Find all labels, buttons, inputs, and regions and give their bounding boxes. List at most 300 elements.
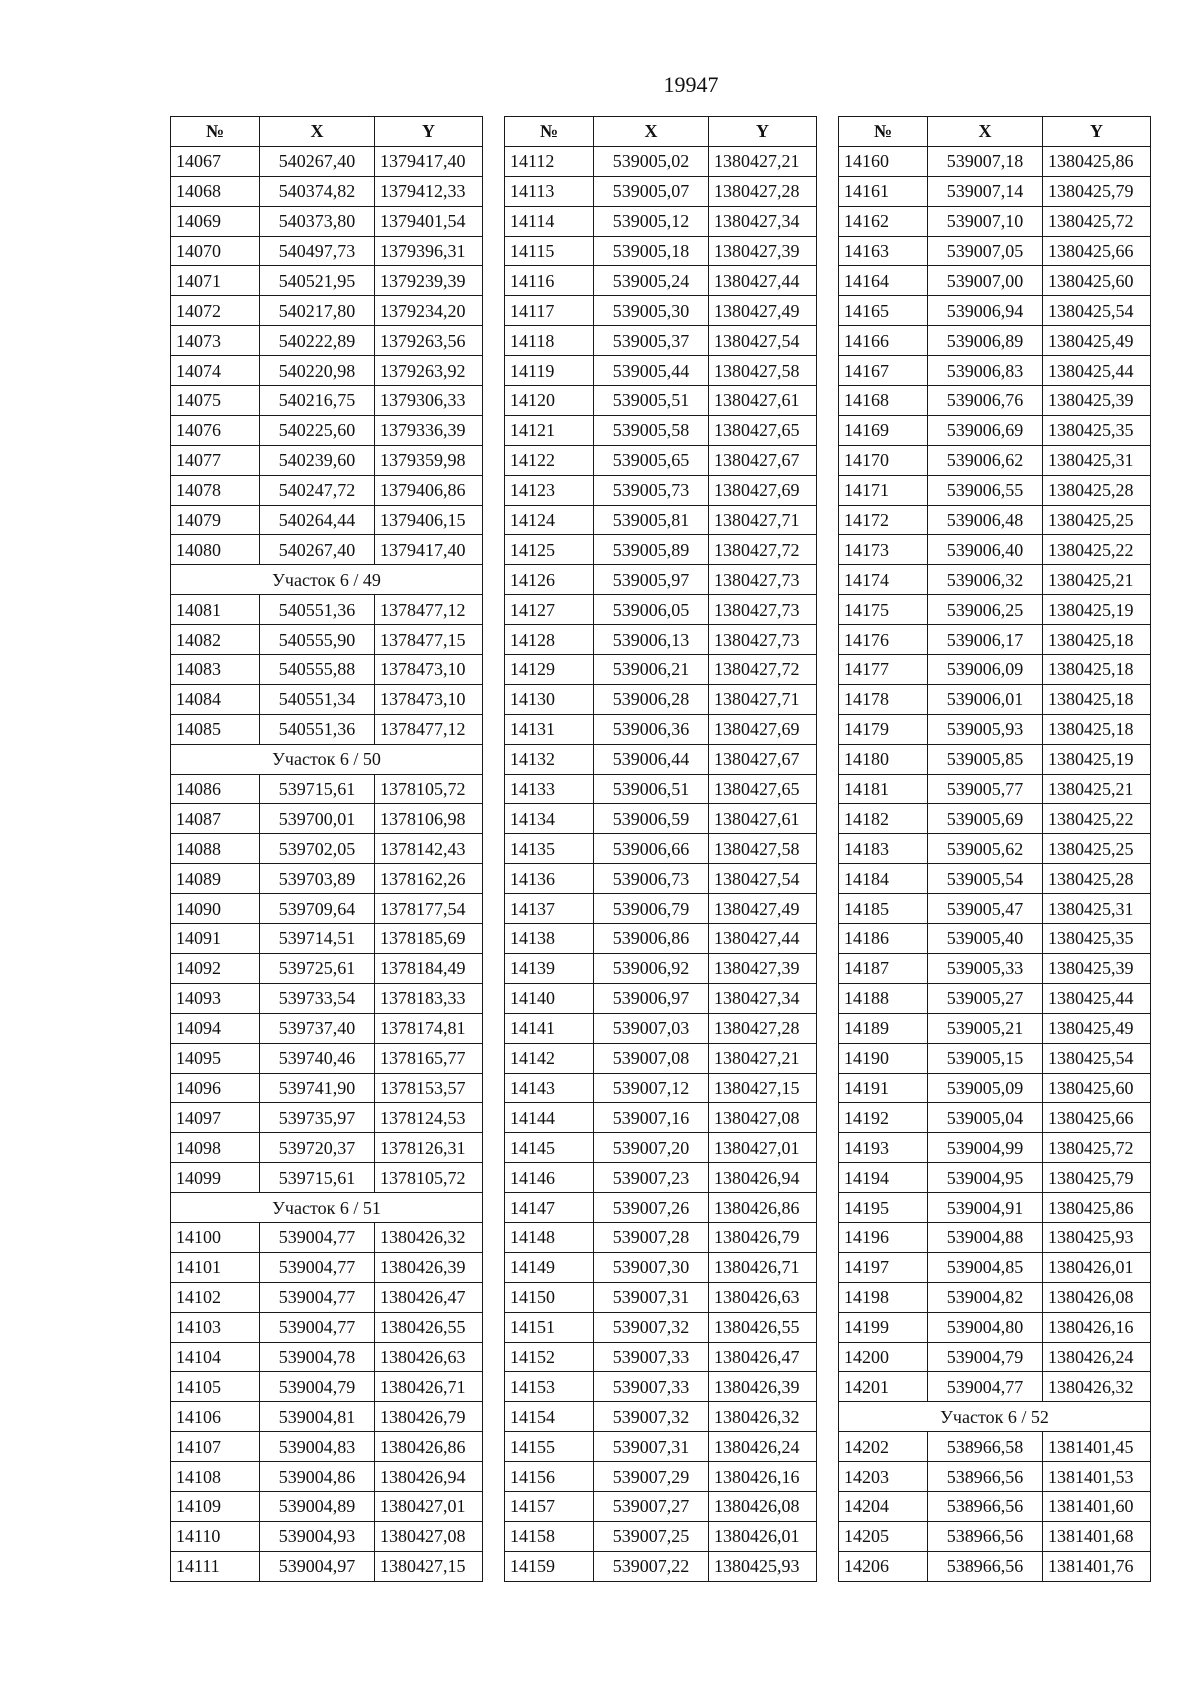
point-number-cell: 14119 <box>505 356 594 386</box>
x-coordinate-cell: 540264,44 <box>260 505 375 535</box>
table-row <box>171 1103 483 1133</box>
x-coordinate-cell: 539006,25 <box>928 595 1043 625</box>
y-coordinate-cell: 1380427,08 <box>375 1521 483 1551</box>
table-row <box>505 176 817 206</box>
point-number-cell: 14150 <box>505 1282 594 1312</box>
y-coordinate-cell: 1381401,76 <box>1043 1551 1151 1581</box>
table-row <box>505 475 817 505</box>
point-number-cell: 14161 <box>839 176 928 206</box>
y-coordinate-cell: 1380427,21 <box>709 146 817 176</box>
x-coordinate-cell: 540374,82 <box>260 176 375 206</box>
header-x: X <box>594 117 709 147</box>
x-coordinate-cell: 539004,79 <box>928 1342 1043 1372</box>
y-coordinate-cell: 1380427,71 <box>709 684 817 714</box>
point-number-cell: 14164 <box>839 266 928 296</box>
point-number-cell: 14154 <box>505 1402 594 1432</box>
point-number-cell: 14149 <box>505 1252 594 1282</box>
y-coordinate-cell: 1379239,39 <box>375 266 483 296</box>
y-coordinate-cell: 1380425,39 <box>1043 953 1151 983</box>
x-coordinate-cell: 539006,94 <box>928 296 1043 326</box>
table-row <box>505 1432 817 1462</box>
x-coordinate-cell: 539007,22 <box>594 1551 709 1581</box>
table-row <box>505 1103 817 1133</box>
x-coordinate-cell: 539004,99 <box>928 1133 1043 1163</box>
y-coordinate-cell: 1380427,67 <box>709 445 817 475</box>
y-coordinate-cell: 1379412,33 <box>375 176 483 206</box>
table-row <box>839 386 1151 416</box>
coordinates-table-3 <box>838 116 1151 1582</box>
x-coordinate-cell: 539004,81 <box>260 1402 375 1432</box>
x-coordinate-cell: 539007,16 <box>594 1103 709 1133</box>
x-coordinate-cell: 539006,28 <box>594 684 709 714</box>
table-row <box>171 625 483 655</box>
x-coordinate-cell: 539006,09 <box>928 655 1043 685</box>
y-coordinate-cell: 1381401,45 <box>1043 1432 1151 1462</box>
point-number-cell: 14093 <box>171 983 260 1013</box>
y-coordinate-cell: 1380427,54 <box>709 326 817 356</box>
table-row <box>839 744 1151 774</box>
table-row <box>839 1043 1151 1073</box>
table-row <box>505 1551 817 1581</box>
x-coordinate-cell: 540216,75 <box>260 386 375 416</box>
x-coordinate-cell: 538966,58 <box>928 1432 1043 1462</box>
x-coordinate-cell: 538966,56 <box>928 1551 1043 1581</box>
x-coordinate-cell: 539007,14 <box>928 176 1043 206</box>
y-coordinate-cell: 1380426,86 <box>375 1432 483 1462</box>
x-coordinate-cell: 539007,23 <box>594 1163 709 1193</box>
x-coordinate-cell: 539006,62 <box>928 445 1043 475</box>
table-row <box>171 296 483 326</box>
y-coordinate-cell: 1380425,54 <box>1043 1043 1151 1073</box>
x-coordinate-cell: 540373,80 <box>260 206 375 236</box>
x-coordinate-cell: 540551,36 <box>260 714 375 744</box>
table-row <box>171 505 483 535</box>
point-number-cell: 14098 <box>171 1133 260 1163</box>
point-number-cell: 14090 <box>171 894 260 924</box>
point-number-cell: 14114 <box>505 206 594 236</box>
point-number-cell: 14204 <box>839 1491 928 1521</box>
x-coordinate-cell: 539007,32 <box>594 1402 709 1432</box>
table-row <box>839 356 1151 386</box>
table-row <box>839 326 1151 356</box>
x-coordinate-cell: 539004,89 <box>260 1491 375 1521</box>
y-coordinate-cell: 1380425,72 <box>1043 1133 1151 1163</box>
x-coordinate-cell: 539005,21 <box>928 1013 1043 1043</box>
point-number-cell: 14186 <box>839 924 928 954</box>
table-row <box>505 1013 817 1043</box>
point-number-cell: 14169 <box>839 415 928 445</box>
point-number-cell: 14151 <box>505 1312 594 1342</box>
table-row <box>171 266 483 296</box>
coordinates-table-1 <box>170 116 483 1582</box>
point-number-cell: 14080 <box>171 535 260 565</box>
table-row <box>505 236 817 266</box>
point-number-cell: 14109 <box>171 1491 260 1521</box>
y-coordinate-cell: 1380425,18 <box>1043 625 1151 655</box>
y-coordinate-cell: 1380426,32 <box>709 1402 817 1432</box>
table-row <box>839 1133 1151 1163</box>
y-coordinate-cell: 1378184,49 <box>375 953 483 983</box>
point-number-cell: 14068 <box>171 176 260 206</box>
y-coordinate-cell: 1380425,49 <box>1043 326 1151 356</box>
table-row <box>505 1372 817 1402</box>
y-coordinate-cell: 1380426,71 <box>375 1372 483 1402</box>
x-coordinate-cell: 538966,56 <box>928 1491 1043 1521</box>
x-coordinate-cell: 539005,47 <box>928 894 1043 924</box>
table-row <box>171 386 483 416</box>
x-coordinate-cell: 539007,30 <box>594 1252 709 1282</box>
table-row <box>171 146 483 176</box>
point-number-cell: 14193 <box>839 1133 928 1163</box>
y-coordinate-cell: 1380425,66 <box>1043 236 1151 266</box>
point-number-cell: 14155 <box>505 1432 594 1462</box>
point-number-cell: 14176 <box>839 625 928 655</box>
table-row <box>505 535 817 565</box>
point-number-cell: 14125 <box>505 535 594 565</box>
x-coordinate-cell: 539006,79 <box>594 894 709 924</box>
point-number-cell: 14167 <box>839 356 928 386</box>
table-row <box>171 1163 483 1193</box>
point-number-cell: 14116 <box>505 266 594 296</box>
point-number-cell: 14135 <box>505 834 594 864</box>
table-row <box>171 655 483 685</box>
point-number-cell: 14190 <box>839 1043 928 1073</box>
table-row <box>505 565 817 595</box>
section-title: Участок 6 / 52 <box>839 1402 1151 1432</box>
table-row <box>171 983 483 1013</box>
point-number-cell: 14123 <box>505 475 594 505</box>
x-coordinate-cell: 539715,61 <box>260 774 375 804</box>
point-number-cell: 14132 <box>505 744 594 774</box>
x-coordinate-cell: 539004,93 <box>260 1521 375 1551</box>
y-coordinate-cell: 1380426,08 <box>709 1491 817 1521</box>
point-number-cell: 14076 <box>171 415 260 445</box>
x-coordinate-cell: 539740,46 <box>260 1043 375 1073</box>
table-row <box>505 595 817 625</box>
point-number-cell: 14160 <box>839 146 928 176</box>
x-coordinate-cell: 539006,13 <box>594 625 709 655</box>
table-row <box>171 176 483 206</box>
point-number-cell: 14170 <box>839 445 928 475</box>
table-row <box>839 206 1151 236</box>
point-number-cell: 14139 <box>505 953 594 983</box>
table-row <box>171 206 483 236</box>
point-number-cell: 14199 <box>839 1312 928 1342</box>
y-coordinate-cell: 1380425,19 <box>1043 595 1151 625</box>
point-number-cell: 14096 <box>171 1073 260 1103</box>
y-coordinate-cell: 1379234,20 <box>375 296 483 326</box>
point-number-cell: 14129 <box>505 655 594 685</box>
table-row <box>171 1402 483 1432</box>
table-row <box>505 774 817 804</box>
y-coordinate-cell: 1380427,61 <box>709 386 817 416</box>
y-coordinate-cell: 1380426,24 <box>1043 1342 1151 1372</box>
table-row <box>839 924 1151 954</box>
x-coordinate-cell: 539725,61 <box>260 953 375 983</box>
x-coordinate-cell: 539006,76 <box>928 386 1043 416</box>
y-coordinate-cell: 1380427,39 <box>709 236 817 266</box>
y-coordinate-cell: 1379336,39 <box>375 415 483 445</box>
x-coordinate-cell: 539004,77 <box>260 1222 375 1252</box>
x-coordinate-cell: 539004,83 <box>260 1432 375 1462</box>
section-title: Участок 6 / 49 <box>171 565 483 595</box>
y-coordinate-cell: 1379417,40 <box>375 146 483 176</box>
table-row <box>505 1282 817 1312</box>
table-row <box>839 296 1151 326</box>
x-coordinate-cell: 539004,78 <box>260 1342 375 1372</box>
x-coordinate-cell: 539007,29 <box>594 1462 709 1492</box>
y-coordinate-cell: 1380427,49 <box>709 894 817 924</box>
y-coordinate-cell: 1380425,28 <box>1043 475 1151 505</box>
section-title: Участок 6 / 51 <box>171 1193 483 1223</box>
y-coordinate-cell: 1380427,58 <box>709 834 817 864</box>
x-coordinate-cell: 540247,72 <box>260 475 375 505</box>
y-coordinate-cell: 1380425,18 <box>1043 655 1151 685</box>
table-row <box>505 744 817 774</box>
table-row <box>171 595 483 625</box>
table-row <box>839 445 1151 475</box>
y-coordinate-cell: 1379401,54 <box>375 206 483 236</box>
y-coordinate-cell: 1378477,12 <box>375 595 483 625</box>
y-coordinate-cell: 1380426,63 <box>375 1342 483 1372</box>
table-row <box>505 1252 817 1282</box>
x-coordinate-cell: 539006,51 <box>594 774 709 804</box>
coordinates-table-2 <box>504 116 817 1582</box>
table-row <box>505 1073 817 1103</box>
table-row <box>505 1312 817 1342</box>
x-coordinate-cell: 539005,04 <box>928 1103 1043 1133</box>
table-row <box>171 804 483 834</box>
x-coordinate-cell: 539007,33 <box>594 1342 709 1372</box>
point-number-cell: 14142 <box>505 1043 594 1073</box>
x-coordinate-cell: 539006,66 <box>594 834 709 864</box>
y-coordinate-cell: 1380426,71 <box>709 1252 817 1282</box>
header-x: X <box>260 117 375 147</box>
point-number-cell: 14072 <box>171 296 260 326</box>
y-coordinate-cell: 1378174,81 <box>375 1013 483 1043</box>
x-coordinate-cell: 539720,37 <box>260 1133 375 1163</box>
table-row <box>171 1342 483 1372</box>
x-coordinate-cell: 539007,18 <box>928 146 1043 176</box>
x-coordinate-cell: 539004,88 <box>928 1222 1043 1252</box>
x-coordinate-cell: 539700,01 <box>260 804 375 834</box>
x-coordinate-cell: 539007,27 <box>594 1491 709 1521</box>
point-number-cell: 14087 <box>171 804 260 834</box>
point-number-cell: 14126 <box>505 565 594 595</box>
table-row <box>839 1462 1151 1492</box>
point-number-cell: 14121 <box>505 415 594 445</box>
x-coordinate-cell: 539733,54 <box>260 983 375 1013</box>
x-coordinate-cell: 539005,02 <box>594 146 709 176</box>
x-coordinate-cell: 539006,55 <box>928 475 1043 505</box>
x-coordinate-cell: 540521,95 <box>260 266 375 296</box>
x-coordinate-cell: 539005,15 <box>928 1043 1043 1073</box>
x-coordinate-cell: 539715,61 <box>260 1163 375 1193</box>
table-row <box>171 356 483 386</box>
x-coordinate-cell: 539004,86 <box>260 1462 375 1492</box>
y-coordinate-cell: 1380425,93 <box>1043 1222 1151 1252</box>
table-row <box>839 1073 1151 1103</box>
section-row <box>839 1402 1151 1432</box>
table-row <box>839 953 1151 983</box>
x-coordinate-cell: 539005,69 <box>928 804 1043 834</box>
point-number-cell: 14191 <box>839 1073 928 1103</box>
y-coordinate-cell: 1380427,21 <box>709 1043 817 1073</box>
x-coordinate-cell: 539709,64 <box>260 894 375 924</box>
x-coordinate-cell: 539703,89 <box>260 864 375 894</box>
x-coordinate-cell: 539004,80 <box>928 1312 1043 1342</box>
y-coordinate-cell: 1380425,66 <box>1043 1103 1151 1133</box>
table-row <box>171 1282 483 1312</box>
y-coordinate-cell: 1380427,44 <box>709 924 817 954</box>
point-number-cell: 14127 <box>505 595 594 625</box>
x-coordinate-cell: 539004,77 <box>260 1282 375 1312</box>
table-row <box>505 1491 817 1521</box>
y-coordinate-cell: 1380425,72 <box>1043 206 1151 236</box>
table-row <box>171 1551 483 1581</box>
table-row <box>505 1163 817 1193</box>
x-coordinate-cell: 538966,56 <box>928 1462 1043 1492</box>
point-number-cell: 14148 <box>505 1222 594 1252</box>
x-coordinate-cell: 539005,09 <box>928 1073 1043 1103</box>
table-row <box>505 864 817 894</box>
y-coordinate-cell: 1380427,01 <box>709 1133 817 1163</box>
table-row <box>505 804 817 834</box>
y-coordinate-cell: 1380426,47 <box>375 1282 483 1312</box>
x-coordinate-cell: 539006,01 <box>928 684 1043 714</box>
y-coordinate-cell: 1380425,39 <box>1043 386 1151 416</box>
y-coordinate-cell: 1378165,77 <box>375 1043 483 1073</box>
point-number-cell: 14074 <box>171 356 260 386</box>
y-coordinate-cell: 1379306,33 <box>375 386 483 416</box>
y-coordinate-cell: 1378142,43 <box>375 834 483 864</box>
table-row <box>171 475 483 505</box>
y-coordinate-cell: 1380426,86 <box>709 1193 817 1223</box>
x-coordinate-cell: 539004,91 <box>928 1193 1043 1223</box>
table-row <box>171 1462 483 1492</box>
point-number-cell: 14153 <box>505 1372 594 1402</box>
point-number-cell: 14088 <box>171 834 260 864</box>
table-row <box>839 1282 1151 1312</box>
table-row <box>505 625 817 655</box>
table-row <box>839 505 1151 535</box>
x-coordinate-cell: 539006,83 <box>928 356 1043 386</box>
y-coordinate-cell: 1380427,54 <box>709 864 817 894</box>
table-header-row <box>171 117 483 147</box>
x-coordinate-cell: 539004,97 <box>260 1551 375 1581</box>
table-row <box>505 983 817 1013</box>
point-number-cell: 14117 <box>505 296 594 326</box>
y-coordinate-cell: 1380425,25 <box>1043 834 1151 864</box>
point-number-cell: 14067 <box>171 146 260 176</box>
y-coordinate-cell: 1380427,01 <box>375 1491 483 1521</box>
point-number-cell: 14194 <box>839 1163 928 1193</box>
table-row <box>839 655 1151 685</box>
table-row <box>171 1372 483 1402</box>
y-coordinate-cell: 1380427,73 <box>709 565 817 595</box>
table-row <box>505 206 817 236</box>
point-number-cell: 14115 <box>505 236 594 266</box>
y-coordinate-cell: 1380426,94 <box>375 1462 483 1492</box>
x-coordinate-cell: 539006,59 <box>594 804 709 834</box>
point-number-cell: 14113 <box>505 176 594 206</box>
y-coordinate-cell: 1378105,72 <box>375 1163 483 1193</box>
y-coordinate-cell: 1380425,31 <box>1043 445 1151 475</box>
table-row <box>171 1073 483 1103</box>
point-number-cell: 14157 <box>505 1491 594 1521</box>
table-row <box>505 146 817 176</box>
y-coordinate-cell: 1380427,71 <box>709 505 817 535</box>
x-coordinate-cell: 539007,03 <box>594 1013 709 1043</box>
table-row <box>839 983 1151 1013</box>
point-number-cell: 14181 <box>839 774 928 804</box>
table-row <box>839 625 1151 655</box>
x-coordinate-cell: 539005,12 <box>594 206 709 236</box>
y-coordinate-cell: 1380426,01 <box>1043 1252 1151 1282</box>
table-row <box>505 953 817 983</box>
y-coordinate-cell: 1380425,60 <box>1043 1073 1151 1103</box>
table-row <box>171 894 483 924</box>
point-number-cell: 14162 <box>839 206 928 236</box>
point-number-cell: 14095 <box>171 1043 260 1073</box>
y-coordinate-cell: 1379406,15 <box>375 505 483 535</box>
y-coordinate-cell: 1380426,08 <box>1043 1282 1151 1312</box>
y-coordinate-cell: 1380427,34 <box>709 206 817 236</box>
point-number-cell: 14158 <box>505 1521 594 1551</box>
x-coordinate-cell: 539004,77 <box>260 1312 375 1342</box>
point-number-cell: 14131 <box>505 714 594 744</box>
table-row <box>839 176 1151 206</box>
point-number-cell: 14108 <box>171 1462 260 1492</box>
x-coordinate-cell: 539007,33 <box>594 1372 709 1402</box>
table-row <box>171 1133 483 1163</box>
header-number: № <box>505 117 594 147</box>
y-coordinate-cell: 1380425,79 <box>1043 1163 1151 1193</box>
point-number-cell: 14175 <box>839 595 928 625</box>
x-coordinate-cell: 539005,93 <box>928 714 1043 744</box>
table-row <box>505 445 817 475</box>
header-x: X <box>928 117 1043 147</box>
x-coordinate-cell: 539007,05 <box>928 236 1043 266</box>
table-row <box>839 595 1151 625</box>
point-number-cell: 14174 <box>839 565 928 595</box>
y-coordinate-cell: 1380425,19 <box>1043 744 1151 774</box>
point-number-cell: 14101 <box>171 1252 260 1282</box>
table-row <box>505 655 817 685</box>
point-number-cell: 14197 <box>839 1252 928 1282</box>
table-row <box>839 266 1151 296</box>
point-number-cell: 14100 <box>171 1222 260 1252</box>
point-number-cell: 14200 <box>839 1342 928 1372</box>
point-number-cell: 14184 <box>839 864 928 894</box>
y-coordinate-cell: 1380425,28 <box>1043 864 1151 894</box>
table-row <box>505 714 817 744</box>
y-coordinate-cell: 1378183,33 <box>375 983 483 1013</box>
table-row <box>839 1193 1151 1223</box>
table-header-row <box>505 117 817 147</box>
y-coordinate-cell: 1380427,34 <box>709 983 817 1013</box>
table-row <box>839 1163 1151 1193</box>
point-number-cell: 14143 <box>505 1073 594 1103</box>
x-coordinate-cell: 539714,51 <box>260 924 375 954</box>
x-coordinate-cell: 540555,90 <box>260 625 375 655</box>
y-coordinate-cell: 1380426,55 <box>709 1312 817 1342</box>
y-coordinate-cell: 1380426,79 <box>375 1402 483 1432</box>
y-coordinate-cell: 1380425,86 <box>1043 146 1151 176</box>
y-coordinate-cell: 1378185,69 <box>375 924 483 954</box>
point-number-cell: 14111 <box>171 1551 260 1581</box>
y-coordinate-cell: 1381401,60 <box>1043 1491 1151 1521</box>
